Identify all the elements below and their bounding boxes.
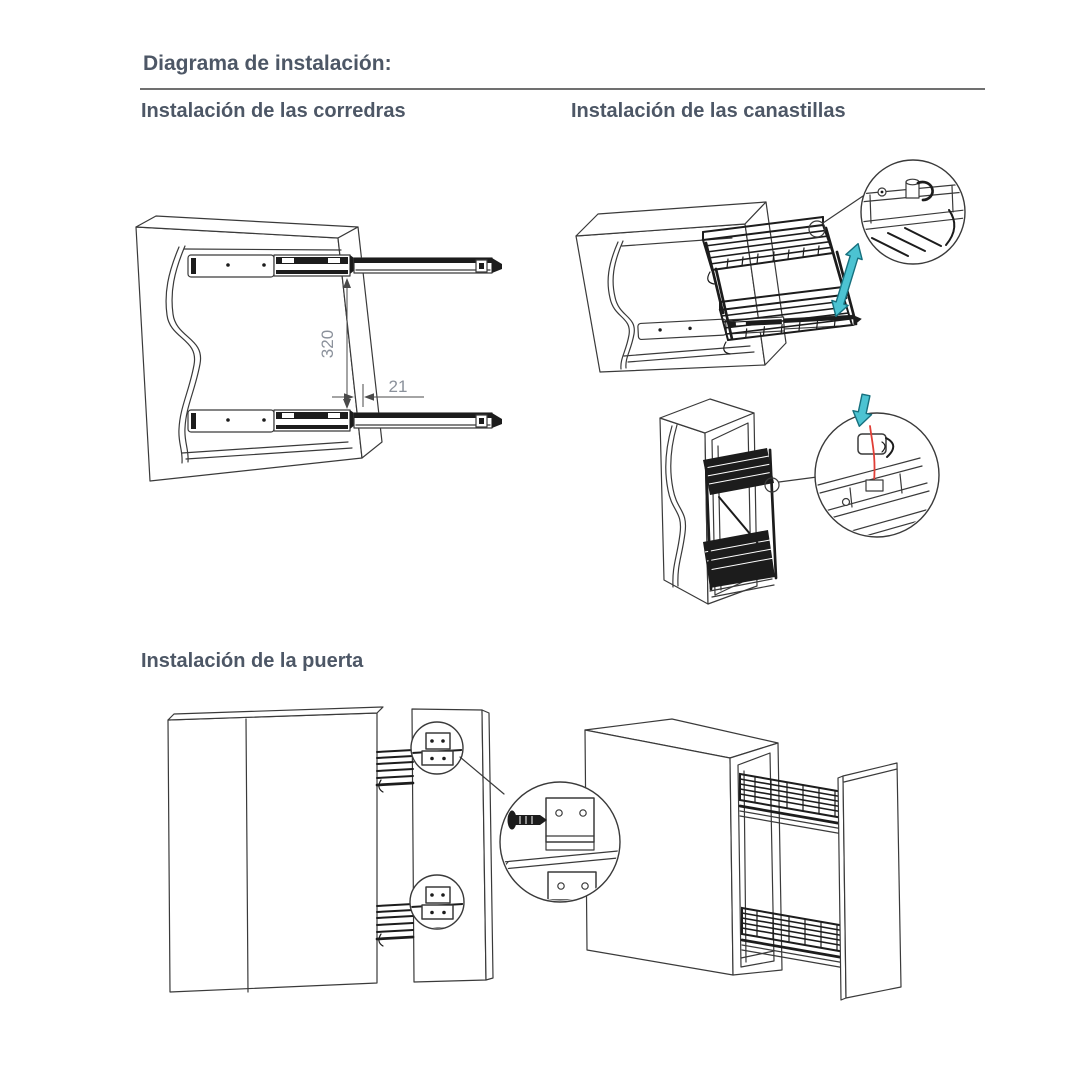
cabinet-side-panel [576, 202, 786, 372]
dimension-320-label: 320 [318, 329, 337, 359]
diagram-basket-clip-fixing [620, 390, 980, 635]
title-divider [140, 88, 985, 90]
heading-slides-section: Instalación de las corredras [141, 100, 406, 122]
door-panel [168, 707, 383, 992]
callout-leader-line [779, 477, 817, 482]
diagram-basket-mounting [560, 140, 980, 400]
heading-baskets-section: Instalación de las canastillas [571, 100, 846, 122]
dimension-21-label: 21 [388, 377, 408, 396]
heading-door-section: Instalación de la puerta [141, 650, 364, 672]
basket-front-wires-top [377, 750, 413, 792]
drawer-slide-bottom [188, 410, 502, 432]
detail-circle-clip [815, 413, 939, 537]
basket-front-wires-bottom [377, 904, 413, 946]
callout-leader-line [823, 194, 866, 223]
door-panel [838, 763, 901, 1000]
drawer-slide-top [188, 255, 502, 277]
diagram-slides-installation [130, 195, 550, 505]
diagram-door-bracket [150, 690, 625, 1040]
page-title: Diagrama de instalación: [143, 52, 392, 75]
